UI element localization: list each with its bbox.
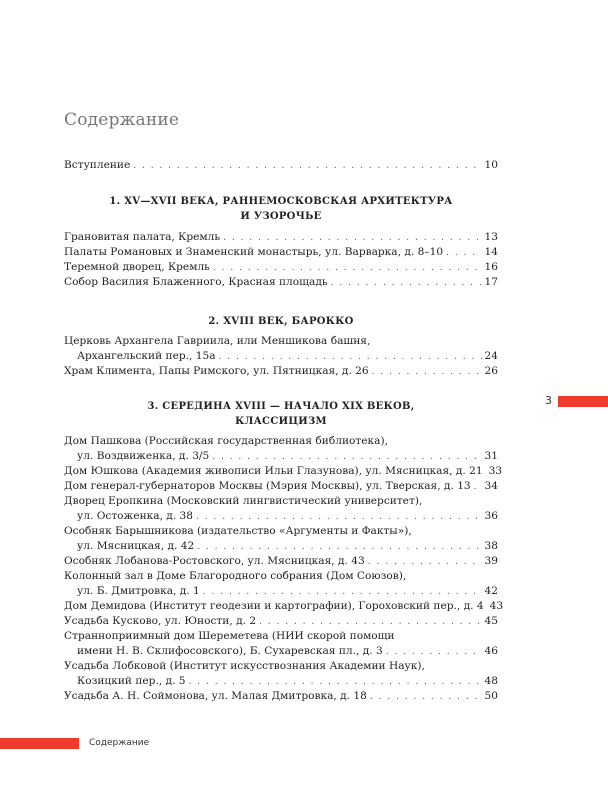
toc-entry-title[interactable]: Усадьба Лобковой (Институт искусствознания Академии Наук), — [64, 660, 425, 672]
toc-entry-page: 45 — [484, 615, 498, 627]
toc-entry-title[interactable]: Странноприимный дом Шереметева (НИИ скорой помощи — [64, 630, 395, 642]
toc-intro — [64, 158, 498, 173]
leader-dots — [219, 350, 482, 365]
toc-entry[interactable] — [64, 509, 498, 524]
toc-entry[interactable] — [64, 584, 498, 599]
toc-entry-page: 48 — [484, 675, 498, 687]
toc-entry[interactable] — [64, 599, 504, 614]
toc-entry-page: 36 — [484, 510, 498, 522]
leader-dots — [370, 690, 482, 705]
toc-entry-page: 39 — [484, 555, 498, 567]
toc-entry-page: 46 — [484, 645, 498, 657]
leader-dots — [331, 276, 482, 291]
toc-entry-title: Особняк Лобанова-Ростовского, ул. Мясницкая, д. 43 — [64, 555, 365, 567]
toc-entry-title: Дом Юшкова (Академия живописи Ильи Глазунова), ул. Мясницкая, д. 21 — [64, 465, 483, 477]
toc-section-1-entries — [64, 230, 498, 290]
toc-entry[interactable] — [64, 230, 498, 245]
toc-entry-continuation: имени Н. В. Склифосовского), Б. Сухаревская пл., д. 3 — [77, 645, 383, 657]
toc-entry-title[interactable]: Дворец Еропкина (Московский лингвистический университет), — [64, 495, 423, 507]
toc-entry-page: 34 — [484, 480, 498, 492]
leader-dots — [259, 615, 481, 630]
toc-entry[interactable] — [64, 349, 498, 364]
toc-entry[interactable] — [64, 644, 498, 659]
toc-entry-title: Храм Климента, Папы Римского, ул. Пятницкая, д. 26 — [64, 365, 369, 377]
toc-entry-title[interactable]: Колонный зал в Доме Благородного собрания (Дом Союзов), — [64, 570, 407, 582]
section-heading-line1: 3. СЕРЕДИНА XVIII — НАЧАЛО XIX ВЕКОВ, — [147, 401, 415, 412]
toc-entry-title[interactable]: Церковь Архангела Гавриила, или Меншикова башня, — [64, 335, 371, 347]
toc-entry-continuation: Козицкий пер., д. 5 — [77, 675, 186, 687]
leader-dots — [196, 510, 481, 525]
toc-entry-page: 33 — [488, 465, 503, 477]
toc-entry-title: Вступление — [64, 159, 131, 171]
toc-entry-title[interactable]: Дом Пашкова (Российская государственная библиотека), — [64, 435, 388, 447]
running-footer: Содержание — [89, 738, 150, 748]
toc-entry[interactable] — [64, 245, 498, 260]
toc-entry[interactable] — [64, 260, 498, 275]
toc-entry[interactable] — [64, 674, 498, 689]
toc-entry-title[interactable]: Особняк Барышникова (издательство «Аргументы и Факты»), — [64, 525, 412, 537]
toc-entry-page: 50 — [484, 690, 498, 702]
page-title: Содержание — [64, 110, 180, 130]
leader-dots — [189, 675, 482, 690]
section-heading-line2: КЛАССИЦИЗМ — [235, 416, 327, 427]
toc-entry-title: Усадьба А. Н. Соймонова, ул. Малая Дмитровка, д. 18 — [64, 690, 367, 702]
toc-entry[interactable] — [64, 539, 498, 554]
leader-dots — [386, 645, 482, 660]
leader-dots — [212, 450, 481, 465]
toc-entry-title: Грановитая палата, Кремль — [64, 231, 221, 243]
toc-entry-page: 26 — [484, 365, 498, 377]
toc-entry-page: 13 — [484, 231, 498, 243]
toc-entry-continuation: ул. Остоженка, д. 38 — [77, 510, 194, 522]
chapter-accent-bar — [558, 396, 608, 407]
toc-entry-page: 24 — [484, 350, 498, 362]
toc-entry-page: 10 — [484, 159, 498, 171]
toc-entry-page: 14 — [484, 246, 498, 258]
toc-entry-continuation: ул. Мясницкая, д. 42 — [77, 540, 195, 552]
toc-entry-title: Дом Демидова (Институт геодезии и картографии), Гороховский пер., д. 4 — [64, 600, 484, 612]
toc-entry-title: Собор Василия Блаженного, Красная площадь — [64, 276, 328, 288]
toc-entry-intro[interactable] — [64, 158, 498, 173]
footer-accent-bar — [0, 738, 79, 749]
toc-entry[interactable] — [64, 464, 503, 479]
toc-entry[interactable] — [64, 689, 498, 704]
toc-entry-title: Дом генерал-губернаторов Москвы (Мэрия Москвы), ул. Тверская, д. 13 — [64, 480, 471, 492]
leader-dots — [368, 555, 482, 570]
toc-entry-title: Палаты Романовых и Знаменский монастырь, ул. Варварка, д. 8–10 — [64, 246, 444, 258]
toc-entry-title: Теремной дворец, Кремль — [64, 261, 210, 273]
toc-entry[interactable] — [64, 479, 498, 494]
toc-entry[interactable] — [64, 364, 498, 379]
leader-dots — [372, 365, 482, 380]
leader-dots — [197, 540, 481, 555]
toc-section-2 — [64, 314, 498, 329]
toc-entry-continuation: Архангельский пер., 15а — [77, 350, 216, 362]
toc-entry[interactable] — [64, 554, 498, 569]
leader-dots — [213, 261, 482, 276]
toc-entry-page: 43 — [489, 600, 504, 612]
toc-entry-page: 16 — [484, 261, 498, 273]
toc-section-3 — [64, 399, 498, 429]
toc-entry[interactable] — [64, 614, 498, 629]
section-heading-line1: 1. XV—XVII ВЕКА, РАННЕМОСКОВСКАЯ АРХИТЕКТУРА — [109, 196, 453, 207]
toc-entry-page: 38 — [484, 540, 498, 552]
toc-entry[interactable] — [64, 449, 498, 464]
leader-dots — [203, 585, 482, 600]
leader-dots — [223, 231, 481, 246]
toc-section-3-entries — [64, 434, 504, 704]
side-page-number: 3 — [545, 394, 552, 407]
leader-dots — [446, 246, 481, 261]
toc-entry-page: 31 — [484, 450, 498, 462]
leader-dots — [474, 480, 482, 495]
toc-entry[interactable] — [64, 275, 498, 290]
leader-dots — [133, 159, 481, 174]
toc-entry-page: 42 — [484, 585, 498, 597]
toc-entry-continuation: ул. Б. Дмитровка, д. 1 — [77, 585, 200, 597]
section-heading-line1: 2. XVIII ВЕК, БАРОККО — [208, 316, 354, 327]
section-heading-line2: И УЗОРОЧЬЕ — [240, 211, 322, 222]
toc-entry-continuation: ул. Воздвиженка, д. 3/5 — [77, 450, 210, 462]
toc-section-2-entries — [64, 334, 498, 379]
toc-section-1 — [64, 194, 498, 224]
toc-entry-page: 17 — [484, 276, 498, 288]
toc-entry-title: Усадьба Кусково, ул. Юности, д. 2 — [64, 615, 257, 627]
